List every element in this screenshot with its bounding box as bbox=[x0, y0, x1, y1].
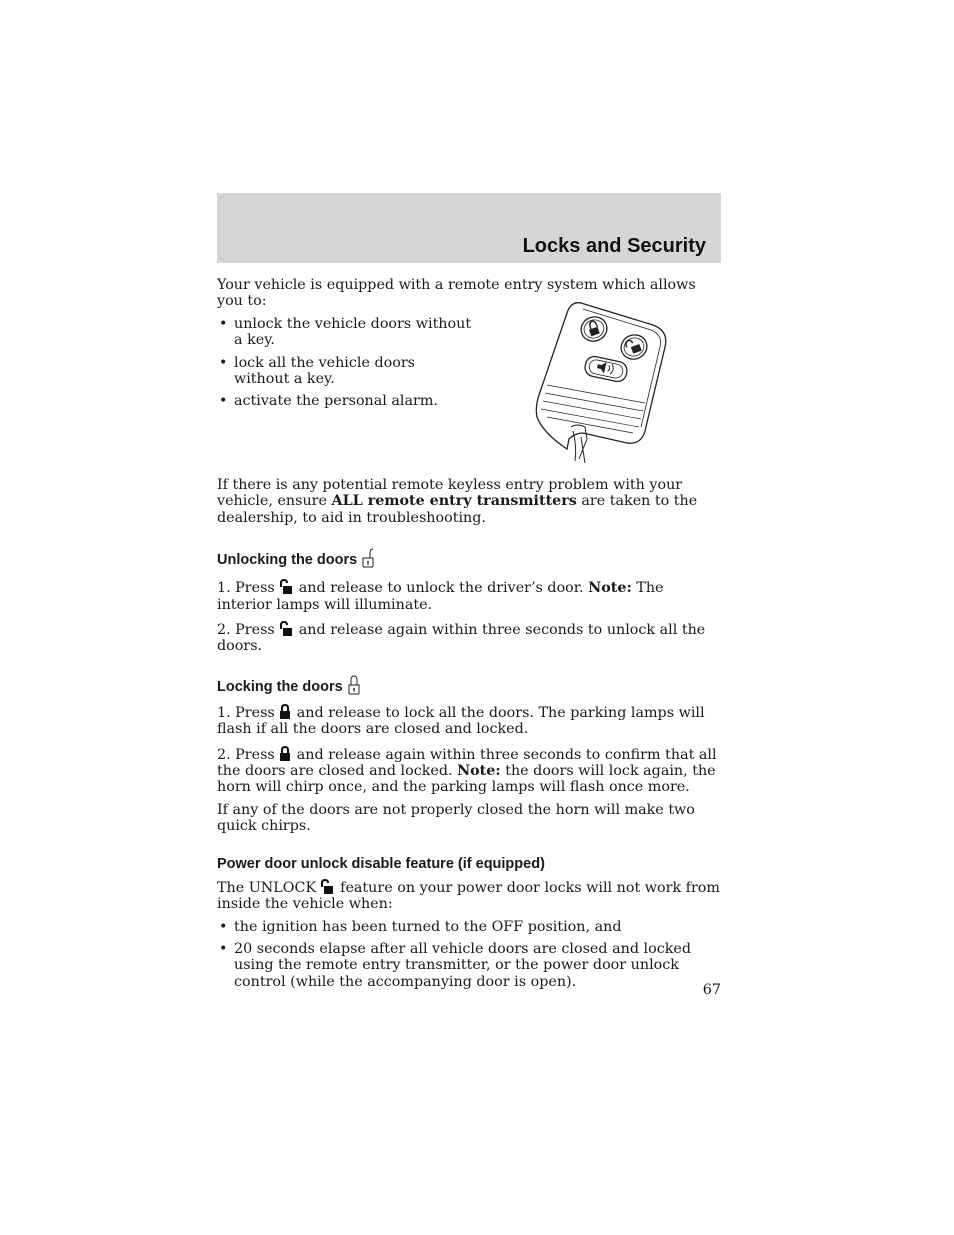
step-text: and release again within three seconds to confirm that all the doors are closed and locked. bbox=[217, 746, 717, 780]
lock-outline-icon bbox=[347, 675, 361, 695]
section-title: Locks and Security bbox=[522, 235, 706, 257]
page-content bbox=[217, 277, 721, 990]
unlock-icon bbox=[279, 579, 293, 595]
intro-text: Your vehicle is equipped with a remote entry system which allows you to: bbox=[217, 277, 696, 310]
locking-step-2 bbox=[217, 746, 721, 796]
locking-heading bbox=[217, 675, 721, 696]
unlocking-step-1 bbox=[217, 579, 721, 613]
remote-transmitter-illustration bbox=[533, 299, 673, 469]
troubleshoot-text-end: are taken to the dealership, to aid in troubleshooting. bbox=[217, 493, 698, 526]
disable-feature-heading: Power door unlock disable feature (if equipped) bbox=[217, 855, 545, 872]
intro-bullet-list bbox=[217, 316, 472, 410]
list-item: • the ignition has been turned to the OFF position, and bbox=[217, 919, 721, 935]
unlocking-heading bbox=[217, 548, 721, 569]
disable-text-end: feature on your power door locks will not work from inside the vehicle when: bbox=[217, 879, 720, 913]
troubleshoot-emphasis: ALL remote entry transmitters bbox=[331, 493, 577, 510]
locking-heading-text: Locking the doors bbox=[217, 678, 343, 695]
section-header bbox=[217, 193, 721, 263]
page-number: 67 bbox=[702, 982, 721, 998]
locking-extra-paragraph: If any of the doors are not properly closed the horn will make two quick chirps. bbox=[217, 801, 695, 835]
list-item: • activate the personal alarm. bbox=[217, 393, 472, 409]
step-text: and release again within three seconds to unlock all the doors. bbox=[217, 622, 706, 655]
disable-feature-text bbox=[217, 879, 721, 913]
list-item: • 20 seconds elapse after all vehicle doors are closed and locked using the remote entry transmitter, or the power door unlock control (while the accompanying door is open). bbox=[217, 941, 721, 990]
locking-step-1 bbox=[217, 704, 721, 738]
step-text: and release to unlock the driver’s door. bbox=[298, 580, 589, 597]
intro-section bbox=[217, 277, 721, 467]
unlocking-heading-text: Unlocking the doors bbox=[217, 552, 358, 569]
disable-bullet-list bbox=[217, 919, 721, 991]
troubleshoot-paragraph bbox=[217, 477, 721, 526]
step-text: and release to lock all the doors. The parking lamps will flash if all the doors are closed and locked. bbox=[217, 704, 705, 738]
step-prefix: 2. Press bbox=[217, 746, 275, 763]
unlocking-step-2 bbox=[217, 621, 721, 655]
note-text: the doors will lock again, the horn will chirp once, and the parking lamps will flash once more. bbox=[217, 763, 716, 796]
disable-text-start: The UNLOCK bbox=[217, 879, 317, 896]
note-label: Note: bbox=[457, 763, 501, 780]
lock-icon bbox=[279, 746, 291, 762]
unlock-icon bbox=[320, 879, 334, 895]
step-prefix: 1. Press bbox=[217, 704, 275, 721]
note-label: Note: bbox=[588, 580, 632, 597]
list-item: • lock all the vehicle doors without a key. bbox=[217, 355, 472, 388]
step-prefix: 2. Press bbox=[217, 622, 275, 639]
lock-icon bbox=[279, 704, 291, 720]
unlock-outline-icon bbox=[361, 548, 375, 568]
list-item: • unlock the vehicle doors without a key. bbox=[217, 316, 472, 349]
note-text: The interior lamps will illuminate. bbox=[217, 580, 664, 613]
step-prefix: 1. Press bbox=[217, 580, 275, 597]
troubleshoot-text-start: If there is any potential remote keyless entry problem with your vehicle, ensure bbox=[217, 477, 683, 510]
unlock-icon bbox=[279, 621, 293, 637]
